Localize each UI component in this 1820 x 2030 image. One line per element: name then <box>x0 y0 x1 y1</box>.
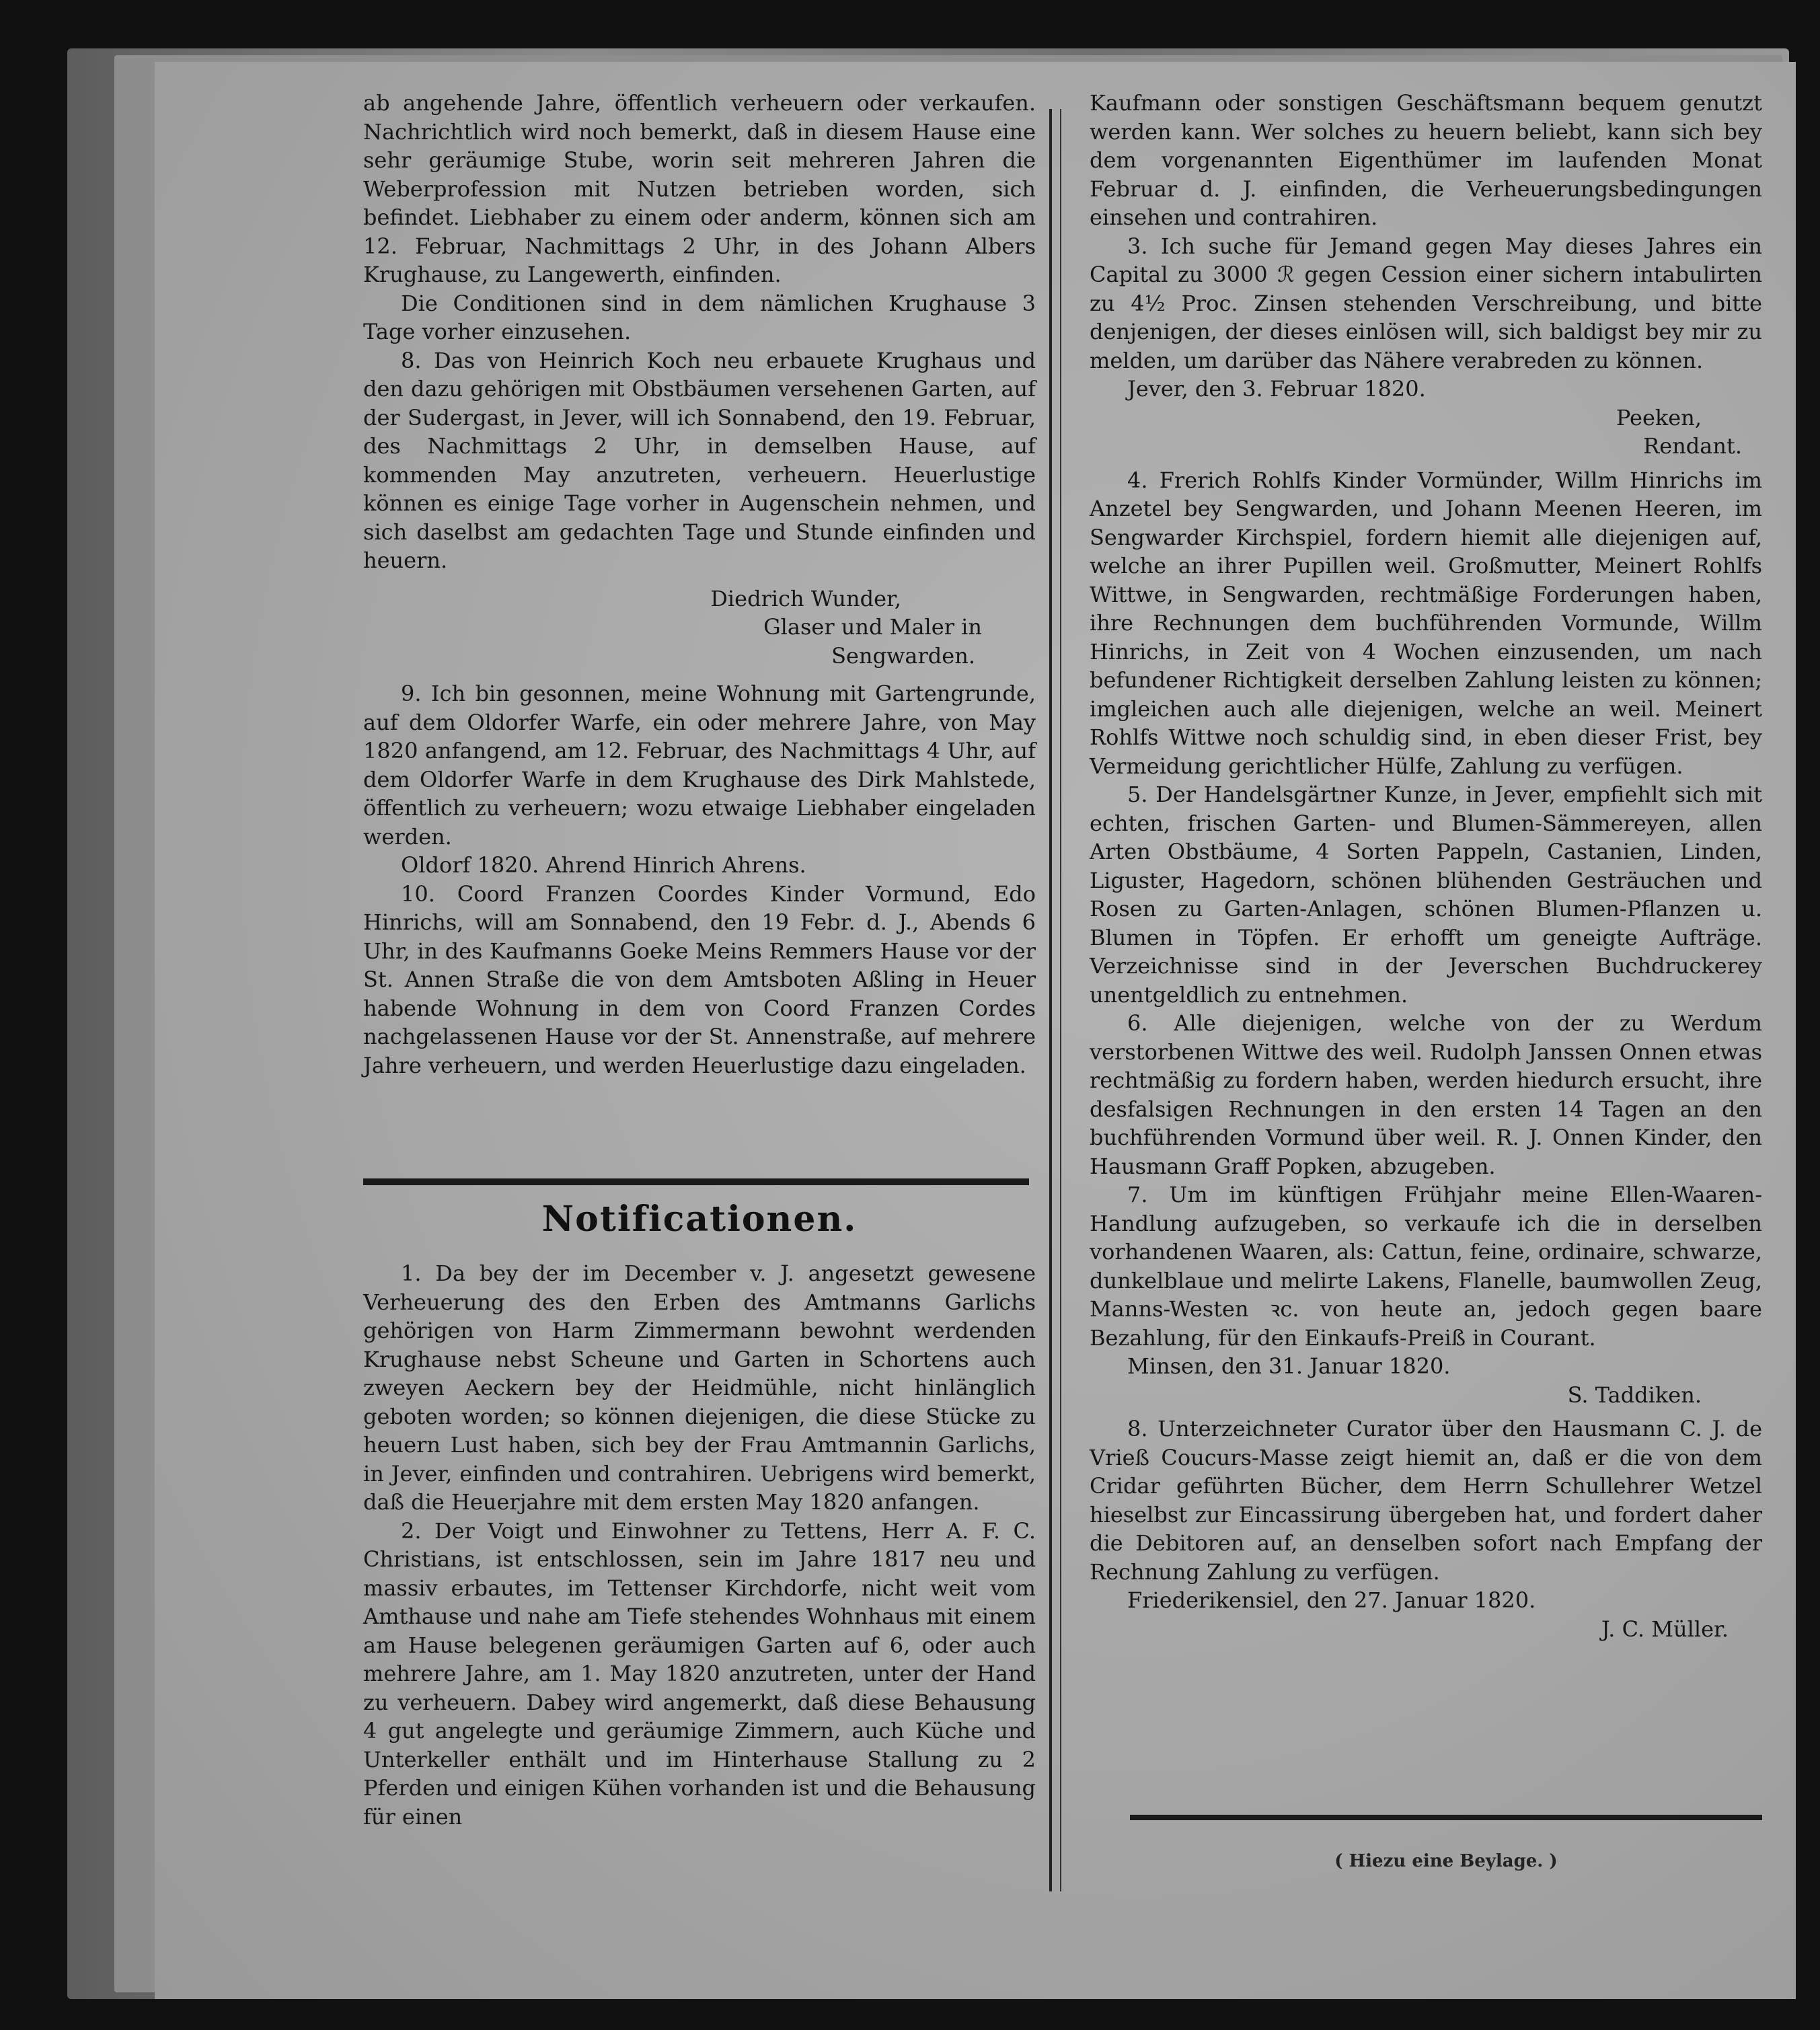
paragraph: 9. Ich bin gesonnen, meine Wohnung mit Gartengrunde, auf dem Oldorfer Warfe, ein oder mehrere Jahre, von May 1820 anfangend, am 12. Februar, des Nachmittags 4 Uhr, auf dem Oldorfer Warfe in dem Krughause des Dirk Mahlstede, öffentlich zu verheuern; wozu etwaige Liebhaber eingeladen werden. <box>363 681 1036 850</box>
signature-line: Rendant. <box>1643 433 1742 459</box>
paragraph: Jever, den 3. Februar 1820. <box>1127 376 1426 402</box>
right-column-mid <box>1090 466 1762 1381</box>
paragraph: Friederikensiel, den 27. Januar 1820. <box>1127 1587 1536 1613</box>
paragraph: 1. Da bey der im December v. J. angesetzt gewesene Verheuerung des den Erben des Amtmanns Garlichs gehörigen von Harm Zimmermann bewohnt werdenden Krughause nebst Scheune und Garten in Schortens auch zweyen Aeckern bey der Heidmühle, nicht hinlänglich geboten worden; so können diejenigen, die diese Stücke zu heuern Lust haben, sich bey der Frau Amtmannin Garlichs, in Jever, einfinden und contrahiren. Uebrigens wird bemerkt, daß die Heuerjahre mit dem ersten May 1820 anfangen. <box>363 1261 1036 1515</box>
paragraph: 6. Alle diejenigen, welche von der zu Werdum verstorbenen Wittwe des weil. Rudolph Janssen Onnen etwas rechtmäßig zu fordern haben, werden hiedurch ersucht, ihre desfalsigen Rechnungen in den ersten 14 Tagen an den buchführenden Vormund über weil. R. J. Onnen Kinder, den Hausmann Graff Popken, abzugeben. <box>1090 1010 1762 1179</box>
supplement-note: ( Hiezu eine Beylage. ) <box>1334 1851 1558 1871</box>
paragraph: Kaufmann oder sonstigen Geschäftsmann bequem genutzt werden kann. Wer solches zu heuern beliebt, kann sich bey dem vorgenannten Eigenthümer im laufenden Monat Februar d. J. einfinden, die Verheuerungsbedingungen einsehen und contrahiren. <box>1090 90 1762 230</box>
left-column-top <box>363 89 1036 575</box>
paragraph: Die Conditionen sind in dem nämlichen Krughause 3 Tage vorher einzusehen. <box>363 290 1036 344</box>
left-column-mid <box>363 679 1036 1080</box>
paragraph: Oldorf 1820. Ahrend Hinrich Ahrens. <box>401 852 806 878</box>
column-rule <box>1049 109 1061 1891</box>
signature-line: Sengwarden. <box>831 642 975 669</box>
left-column <box>363 89 1036 1080</box>
section-divider <box>363 1178 1029 1185</box>
signature-taddiken: S. Taddiken. <box>1567 1382 1702 1408</box>
paragraph: 10. Coord Franzen Coordes Kinder Vormund, Edo Hinrichs, will am Sonnabend, den 19 Febr. d. J., Abends 6 Uhr, in des Kaufmanns Goeke Meins Remmers Hause vor der St. Annen Straße die von dem Amtsboten Aßling in Heuer habende Wohnung in dem von Coord Franzen Cordes nachgelassenen Hause vor der St. Annenstraße, auf mehrere Jahre verheuern, und werden Heuerlustige dazu eingeladen. <box>363 880 1036 1078</box>
left-column-notices <box>363 1259 1036 1831</box>
paragraph: 3. Ich suche für Jemand gegen May dieses Jahres ein Capital zu 3000 ℛ gegen Cession einer sichern intabulirten zu 4½ Proc. Zinsen stehenden Verschreibung, und bitte denjenigen, der dieses einlösen will, sich baldigst bey mir zu melden, um darüber das Nähere verabreden zu können. <box>1090 233 1762 373</box>
section-title: Notificationen. <box>541 1199 858 1240</box>
paragraph: 2. Der Voigt und Einwohner zu Tettens, Herr A. F. C. Christians, ist entschlossen, sein im Jahre 1817 neu und massiv erbautes, im Tettenser Kirchdorfe, nicht weit vom Amthause und nahe am Tiefe stehendes Wohnhaus mit einem am Hause belegenen geräumigen Garten auf 6, oder auch mehrere Jahre, am 1. May 1820 anzutreten, unter der Hand zu verheuern. Dabey wird angemerkt, daß diese Behausung 4 gut angelegte und geräumige Zimmern, auch Küche und Unterkeller enthält und im Hinterhause Stallung zu 2 Pferden und einigen Kühen vorhanden ist und die Behausung für einen <box>363 1517 1036 1830</box>
signature-peeken <box>1090 404 1762 461</box>
paragraph: 8. Unterzeichneter Curator über den Hausmann C. J. de Vrieß Coucurs-Masse zeigt hiemit an, daß er die von dem Cridar geführten Bücher, dem Herrn Schullehrer Wetzel hieselbst zur Eincassirung übergeben hat, und fordert daher die Debitoren auf, an denselben sofort nach Empfang der Rechnung Zahlung zu verfügen. <box>1090 1416 1762 1585</box>
paragraph: ab angehende Jahre, öffentlich verheuern oder verkaufen. Nachrichtlich wird noch bemerkt, daß in diesem Hause eine sehr geräumige Stube, worin seit mehreren Jahren die Weberprofession mit Nutzen betrieben worden, sich befindet. Liebhaber zu einem oder anderm, können sich am 12. Februar, Nachmittags 2 Uhr, in des Johann Albers Krughause, zu Langewerth, einfinden. <box>363 90 1036 287</box>
paragraph: 4. Frerich Rohlfs Kinder Vormünder, Willm Hinrichs im Anzetel bey Sengwarden, und Johann Meenen Heeren, im Sengwarder Kirchspiel, fordern hiemit alle diejenigen auf, welche an ihrer Pupillen weil. Großmutter, Meinert Rohlfs Wittwe, in Sengwarden, rechtmäßige Forderungen haben, ihre Rechnungen dem buchführenden Vormunde, Willm Hinrichs, in Zeit von 4 Wochen einzusenden, um nach befundener Richtigkeit derselben Zahlung leisten zu können; imgleichen auch alle diejenigen, welche an weil. Meinert Rohlfs Wittwe noch schuldig sind, in eben dieser Frist, bey Vermeidung gerichtlicher Hülfe, Zahlung zu verfügen. <box>1090 467 1762 779</box>
newspaper-page <box>155 62 1796 1999</box>
signature-line: Peeken, <box>1616 404 1702 430</box>
paragraph: 5. Der Handelsgärtner Kunze, in Jever, empfiehlt sich mit echten, frischen Garten- und Blumen-Sämmereyen, allen Arten Obstbäume, 4 Sorten Pappeln, Castanien, Linden, Liguster, Hagedorn, schönen blühenden Gesträuchen und Rosen zu Garten-Anlagen, schönen Blumen-Pflanzen u. Blumen in Töpfen. Er erhofft um geneigte Aufträge. Verzeichnisse sind in der Jeverschen Buchdruckerey unentgeldlich zu entnehmen. <box>1090 782 1762 1008</box>
paragraph: Minsen, den 31. Januar 1820. <box>1127 1353 1451 1379</box>
right-column <box>1090 89 1762 1643</box>
closing-rule <box>1130 1815 1762 1820</box>
paragraph: 7. Um im künftigen Frühjahr meine Ellen-Waaren-Handlung aufzugeben, so verkaufe ich die in derselben vorhandenen Waaren, als: Cattun, feine, ordinaire, schwarze, dunkelblaue und melirte Lakens, Flanelle, baumwollen Zeug, Manns-Westen ꝛc. von heute an, jedoch gegen baare Bezahlung, für den Einkaufs-Preiß in Courant. <box>1090 1182 1762 1351</box>
signature-wunder <box>363 585 1036 671</box>
right-column-bottom <box>1090 1415 1762 1615</box>
paragraph: 8. Das von Heinrich Koch neu erbauete Krughaus und den dazu gehörigen mit Obstbäumen versehenen Garten, auf der Sudergast, in Jever, will ich Sonnabend, den 19. Februar, des Nachmittags 2 Uhr, in demselben Hause, auf kommenden May anzutreten, verheuern. Heuerlustige können es einige Tage vorher in Augenschein nehmen, und sich daselbst am gedachten Tage und Stunde einfinden und heuern. <box>363 347 1036 573</box>
signature-line: Diedrich Wunder, <box>710 585 901 611</box>
right-column-top <box>1090 89 1762 404</box>
signature-line: Glaser und Maler in <box>763 614 982 640</box>
signature-mueller: J. C. Müller. <box>1601 1616 1729 1642</box>
